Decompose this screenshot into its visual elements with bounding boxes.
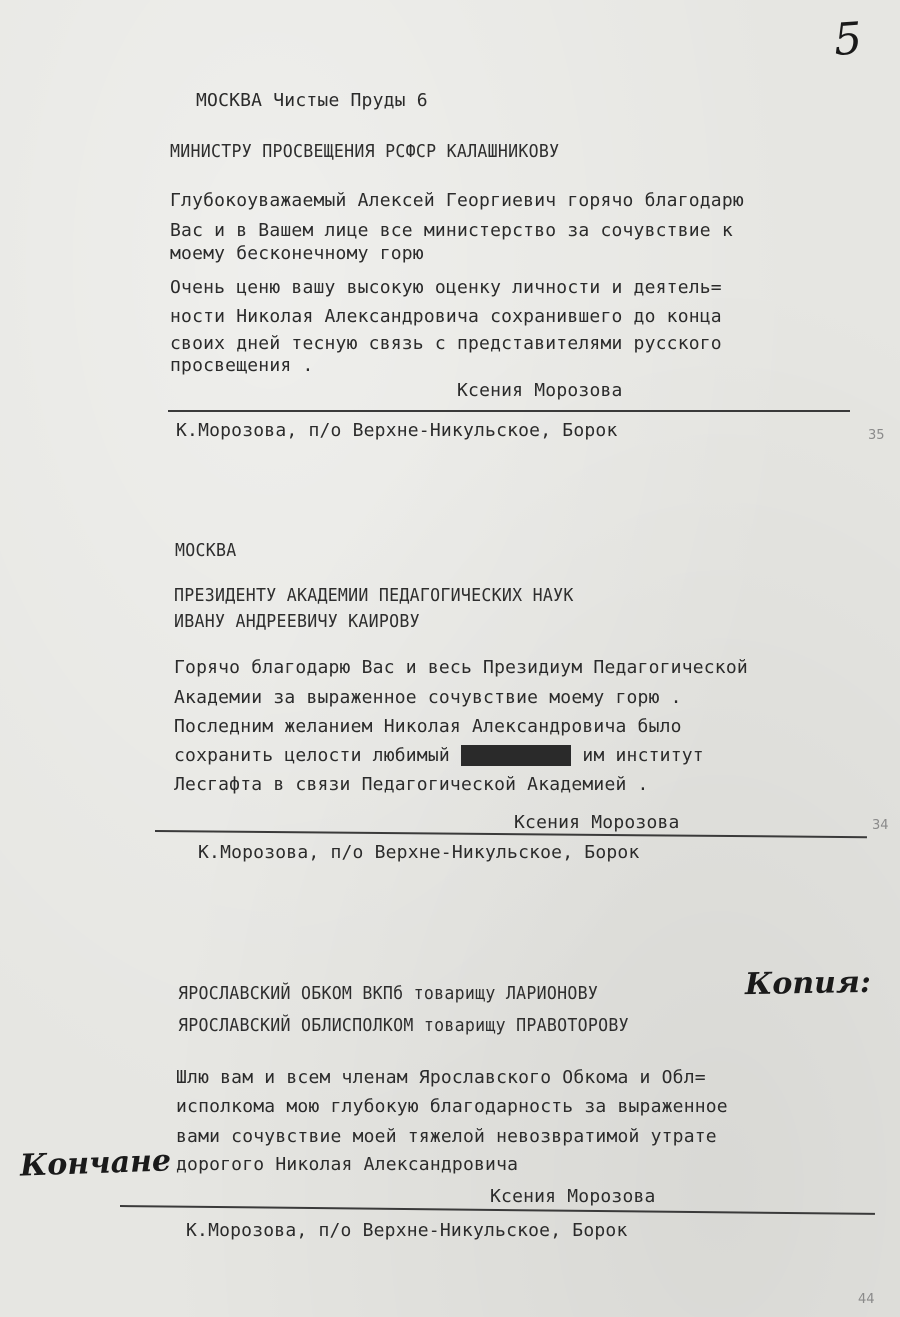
telegram-signature: Ксения Морозова	[514, 812, 680, 833]
telegram-body-line: Очень ценю вашу высокую оценку личности и деятель=	[170, 277, 722, 298]
telegram-body-line: Вас и в Вашем лице все министерство за сочувствие к	[170, 220, 733, 241]
telegram-addressee: ПРЕЗИДЕНТУ АКАДЕМИИ ПЕДАГОГИЧЕСКИХ НАУК	[174, 585, 574, 606]
telegram-body-line: просвещения .	[170, 355, 314, 376]
pencil-mark: 44	[858, 1292, 875, 1307]
margin-note: Кончане	[19, 1143, 172, 1184]
telegram-body-line: ности Николая Александровича сохранившего до конца	[170, 306, 722, 327]
telegram-body-line: Академии за выраженное сочувствие моему горю .	[174, 687, 682, 708]
telegram-signature: Ксения Морозова	[490, 1186, 656, 1207]
telegram-sender: К.Морозова, п/о Верхне-Никульское, Борок	[176, 420, 618, 441]
telegram-addressee: МИНИСТРУ ПРОСВЕЩЕНИЯ РСФСР КАЛАШНИКОВУ	[170, 141, 560, 162]
telegram-body-segment: сохранить целости любимый	[174, 745, 450, 766]
telegram-body-line: дорогого Николая Александровича	[176, 1154, 519, 1175]
telegram-body-segment: им институт	[582, 745, 704, 766]
telegram-body-line: Горячо благодарю Вас и весь Президиум Педагогической	[174, 657, 748, 678]
telegram-body-line: своих дней тесную связь с представителями русского	[170, 333, 722, 354]
telegram-body-line: Глубокоуважаемый Алексей Георгиевич горячо благодарю	[170, 190, 744, 211]
telegram-body-line: исполкома мою глубокую благодарность за выраженное	[176, 1096, 728, 1117]
telegram-addressee: ИВАНУ АНДРЕЕВИЧУ КАИРОВУ	[174, 611, 420, 632]
telegram-body-line: Шлю вам и всем членам Ярославского Обкома и Обл=	[176, 1067, 706, 1088]
pencil-mark: 34	[872, 818, 889, 833]
telegram-body-line: Лесгафта в связи Педагогической Академией .	[174, 774, 649, 795]
telegram-body-line	[174, 745, 704, 766]
telegram-place: МОСКВА Чистые Пруды 6	[196, 90, 428, 111]
telegram-sender: К.Морозова, п/о Верхне-Никульское, Борок	[186, 1220, 628, 1241]
telegram-place: МОСКВА	[175, 540, 237, 561]
telegram-addressee: ЯРОСЛАВСКИЙ ОБЛИСПОЛКОМ товарищу ПРАВОТОРОВУ	[178, 1015, 629, 1036]
telegram-body-line: Последним желанием Николая Александровича было	[174, 716, 682, 737]
telegram-addressee: ЯРОСЛАВСКИЙ ОБКОМ ВКПб товарищу ЛАРИОНОВУ	[178, 983, 599, 1004]
page-number: 5	[832, 13, 864, 66]
telegram-sender: К.Морозова, п/о Верхне-Никульское, Борок	[198, 842, 640, 863]
telegram-signature: Ксения Морозова	[457, 380, 623, 401]
strikeout-block	[461, 745, 571, 766]
divider-rule	[168, 410, 850, 412]
telegram-body-line: вами сочувствие моей тяжелой невозвратимой утрате	[176, 1126, 717, 1147]
telegram-body-line: моему бесконечному горю	[170, 243, 424, 264]
copy-label: Копия:	[744, 964, 872, 1003]
pencil-mark: 35	[868, 428, 885, 443]
divider-rule	[155, 830, 867, 838]
